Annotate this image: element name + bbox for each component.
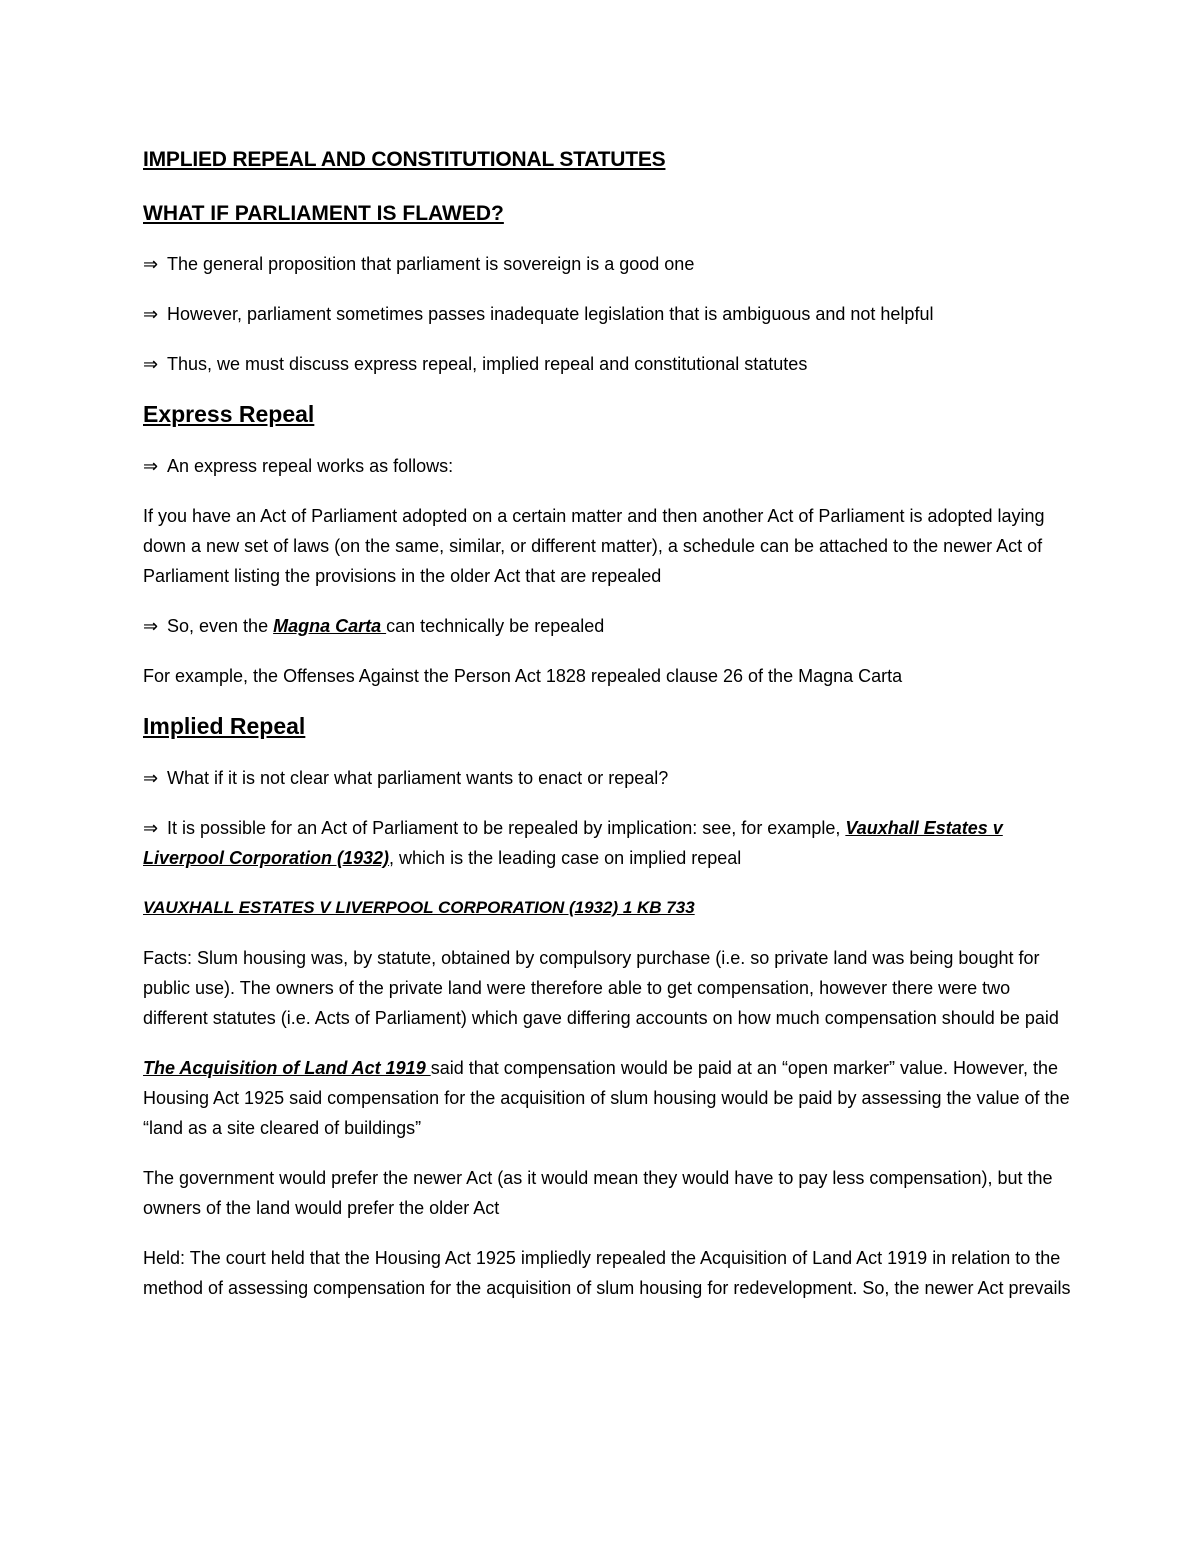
implied-bullet-text: What if it is not clear what parliament wants to enact or repeal? [167,768,669,788]
arrow-icon: ⇒ [143,616,159,636]
document-page [143,145,1073,1303]
express-bullet-text: An express repeal works as follows: [167,456,454,476]
document-subtitle: WHAT IF PARLIAMENT IS FLAWED? [143,202,504,225]
express-bullet-text-pre: So, even the [167,616,274,636]
arrow-icon: ⇒ [143,768,159,788]
case-held: Held: The court held that the Housing Act 1925 impliedly repealed the Acquisition of Land Act 1919 in relation to the method of assessing compensation for the acquisition of slum housing for redevelopment. So, the newer Act prevails [143,1248,1071,1298]
arrow-icon: ⇒ [143,456,159,476]
intro-bullet-2 [143,299,1073,329]
case-acquisition-text: said that compensation would be paid at an “open marker” value. However, the Housing Act 1925 said compensation for the acquisition of slum housing would be paid by assessing the value of the “land as a site cleared of buildings” [143,1058,1070,1138]
case-facts: Facts: Slum housing was, by statute, obtained by compulsory purchase (i.e. so private land was being bought for public use). The owners of the private land were therefore able to get compensation, however there were two different statutes (i.e. Acts of Parliament) which gave differing accounts on how much compensation should be paid [143,948,1059,1028]
intro-bullet-3 [143,349,1073,379]
intro-bullet-text: However, parliament sometimes passes inadequate legislation that is ambiguous and not helpful [167,304,934,324]
intro-bullet-1 [143,249,1073,279]
express-paragraph-1: If you have an Act of Parliament adopted on a certain matter and then another Act of Parliament is adopted laying down a new set of laws (on the same, similar, or different matter), a schedule can be attached to the newer Act of Parliament listing the provisions in the older Act that are repealed [143,506,1045,586]
implied-bullet-1 [143,763,1073,793]
case-reference-acquisition-act: The Acquisition of Land Act 1919 [143,1058,431,1078]
case-acquisition-paragraph [143,1053,1073,1143]
arrow-icon: ⇒ [143,354,159,374]
arrow-icon: ⇒ [143,304,159,324]
section-heading-implied-repeal: Implied Repeal [143,713,306,739]
implied-bullet-2 [143,813,1073,873]
express-bullet-1 [143,451,1073,481]
case-reference-magna-carta: Magna Carta [273,616,387,636]
section-heading-express-repeal: Express Repeal [143,401,315,427]
implied-bullet-text-pre: It is possible for an Act of Parliament to be repealed by implication: see, for example, [167,818,846,838]
express-bullet-2 [143,611,1073,641]
express-bullet-text-post: can technically be repealed [386,616,605,636]
implied-bullet-text-post: , which is the leading case on implied repeal [389,848,742,868]
case-reference-vauxhall: Vauxhall Estates v Liverpool Corporation (1932) [143,818,1003,868]
express-paragraph-2: For example, the Offenses Against the Person Act 1828 repealed clause 26 of the Magna Carta [143,666,903,686]
case-heading: VAUXHALL ESTATES V LIVERPOOL CORPORATION (1932) 1 KB 733 [143,898,695,917]
arrow-icon: ⇒ [143,818,159,838]
document-title: IMPLIED REPEAL AND CONSTITUTIONAL STATUTES [143,148,666,171]
case-government-paragraph: The government would prefer the newer Act (as it would mean they would have to pay less compensation), but the owners of the land would prefer the older Act [143,1168,1053,1218]
arrow-icon: ⇒ [143,254,159,274]
intro-bullet-text: Thus, we must discuss express repeal, implied repeal and constitutional statutes [167,354,808,374]
intro-bullet-text: The general proposition that parliament is sovereign is a good one [167,254,695,274]
